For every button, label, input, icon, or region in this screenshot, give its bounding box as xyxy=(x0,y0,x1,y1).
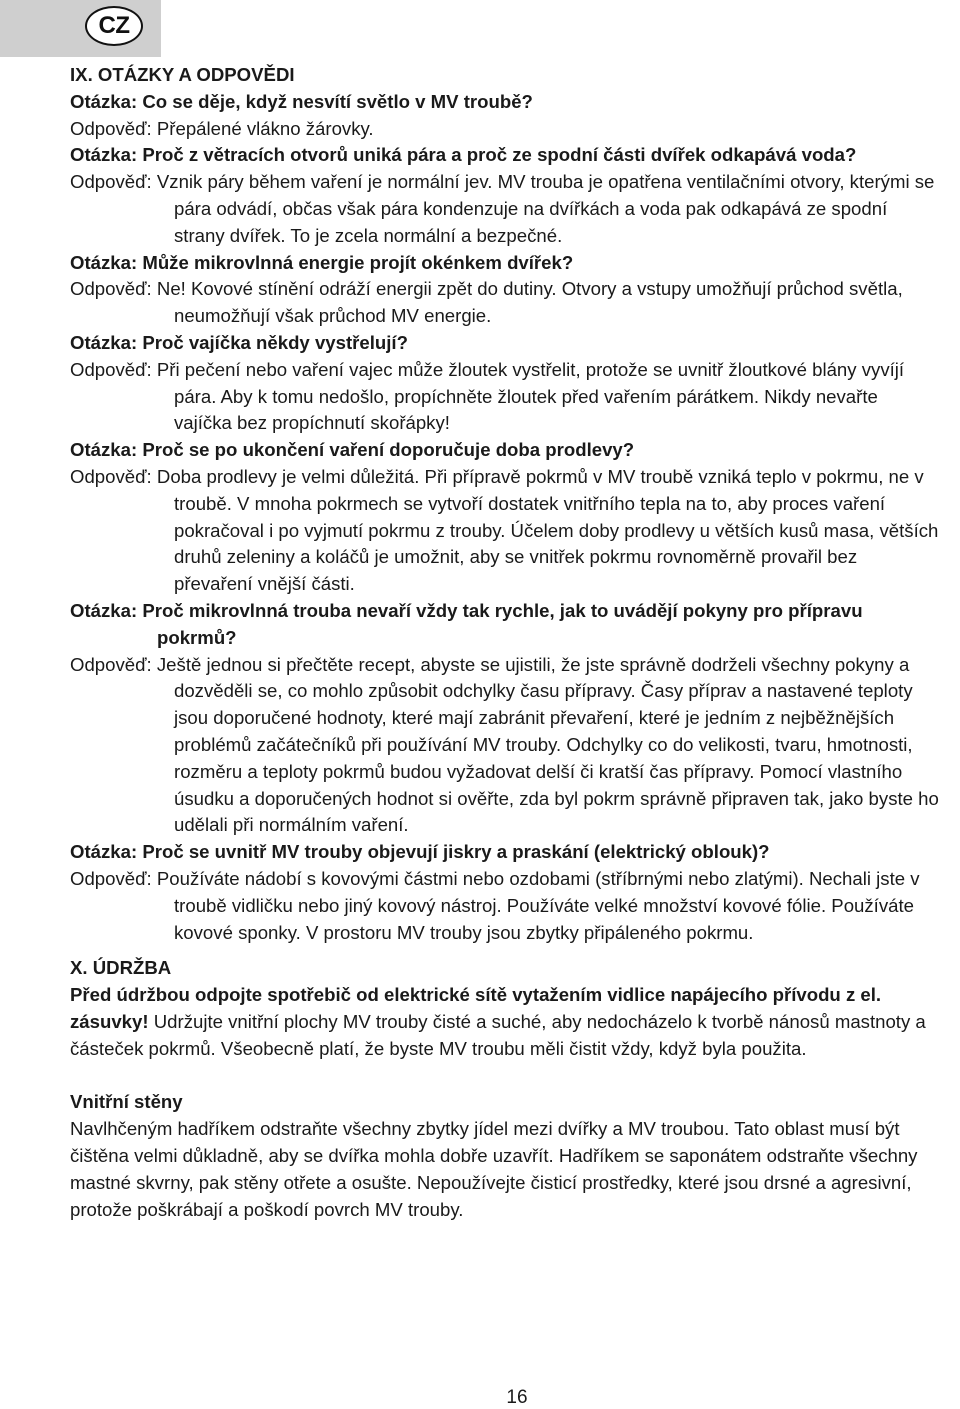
answer-7: Odpověď: Používáte nádobí s kovovými částmi nebo ozdobami (stříbrnými nebo zlatými). Nechali jste v troubě vidličku nebo jiný kovový nástroj. Používáte velké množství kovové fólie. Používáte kovové sponky. V prostoru MV trouby jsou zbytky připáleného pokrmu. xyxy=(70,867,920,943)
subheading-inner-walls: Vnitřní stěny xyxy=(70,1091,183,1113)
language-tab xyxy=(0,0,161,57)
language-badge: CZ xyxy=(85,6,143,46)
answer-4: Odpověď: Při pečení nebo vaření vajec může žloutek vystřelit, protože se uvnitř žloutkové blány vyvíjí pára. Aby k tomu nedošlo, propíchněte žloutek před vařením párátkem. Nikdy nevařte vajíčka bez propíchnutí skořápky! xyxy=(70,358,905,434)
question-3: Otázka: Může mikrovlnná energie projít okénkem dvířek? xyxy=(70,251,574,273)
question-2: Otázka: Proč z větracích otvorů uniká pára a proč ze spodní části dvířek odkapává voda? xyxy=(70,144,857,166)
page-content xyxy=(70,62,940,1223)
maintenance-text: Udržujte vnitřní plochy MV trouby čisté a suché, aby nedocházelo k tvorbě nánosů mastnoty a částeček pokrmů. Všeobecně platí, že byste MV troubu měli čistit vždy, když byla použita. xyxy=(70,1010,926,1059)
question-1: Otázka: Co se děje, když nesvítí světlo v MV troubě? xyxy=(70,90,533,112)
question-7: Otázka: Proč se uvnitř MV trouby objevují jiskry a praskání (elektrický oblouk)? xyxy=(70,841,770,863)
question-6: Otázka: Proč mikrovlnná trouba nevaří vždy tak rychle, jak to uvádějí pokyny pro přípravu pokrmů? xyxy=(70,599,863,648)
answer-2: Odpověď: Vznik páry během vaření je normální jev. MV trouba je opatřena ventilačními otvory, kterými se pára odvádí, občas však pára kondenzuje na dvířkách a voda pak odkapává ze spodní strany dvířek. To je zcela normální a bezpečné. xyxy=(70,171,935,246)
answer-5: Odpověď: Doba prodlevy je velmi důležitá. Při přípravě pokrmů v MV troubě vzniká teplo v pokrmu, ne v troubě. V mnoha pokrmech se vytvoří dostatek vnitřního tepla na to, aby proces vaření pokračoval i po vyjmutí pokrmu z trouby. Účelem doby prodlevy u větších kusů masa, větších druhů zeleniny a koláčů je umožnit, aby se vnitřek pokrmu rovnoměrně provařil bez převaření vnější části. xyxy=(70,465,939,595)
inner-walls-text: Navlhčeným hadříkem odstraňte všechny zbytky jídel mezi dvířky a MV troubou. Tato oblast musí být čištěna velmi důkladně, aby se dvířka mohla dobře uzavřít. Hadříkem se saponátem odstraňte všechny mastné skvrny, pak stěny otřete a osušte. Nepoužívejte čisticí prostředky, které jsou drsné a agresivní, protože poškrábají a poškodí povrch MV trouby. xyxy=(70,1118,918,1220)
maintenance-paragraph xyxy=(70,982,940,1062)
answer-6: Odpověď: Ještě jednou si přečtěte recept, abyste se ujistili, že jste správně dodrželi všechny pokyny a dozvěděli se, co mohlo způsobit odchylky času přípravy. Časy příprav a nastavené teploty jsou doporučené hodnoty, které mají zabránit převaření, které je jedním z nejběžnějších problémů začátečníků při používání MV trouby. Odchylky co do velikosti, tvaru, hmotnosti, rozměru a teploty pokrmů budou vyžadovat delší či kratší čas přípravy. Pomocí vlastního úsudku a doporučených hodnot si ověřte, zda byl pokrm správně připraven tak, jako byste ho udělali při normálním vaření. xyxy=(70,653,939,836)
answer-3: Odpověď: Ne! Kovové stínění odráží energii zpět do dutiny. Otvory a vstupy umožňují průchod světla, neumožňují však průchod MV energie. xyxy=(70,278,903,327)
answer-1: Odpověď: Přepálené vlákno žárovky. xyxy=(70,117,374,139)
question-5: Otázka: Proč se po ukončení vaření doporučuje doba prodlevy? xyxy=(70,439,635,461)
page-number: 16 xyxy=(506,1387,528,1408)
question-4: Otázka: Proč vajíčka někdy vystřelují? xyxy=(70,331,408,353)
maintenance-warning: Před údržbou odpojte spotřebič od elektrické sítě vytažením vidlice napájecího přívodu z el. zásuvky! xyxy=(70,984,882,1032)
section-title-faq: IX. OTÁZKY A ODPOVĚDI xyxy=(70,64,295,85)
section-title-maintenance: X. ÚDRŽBA xyxy=(70,957,172,979)
